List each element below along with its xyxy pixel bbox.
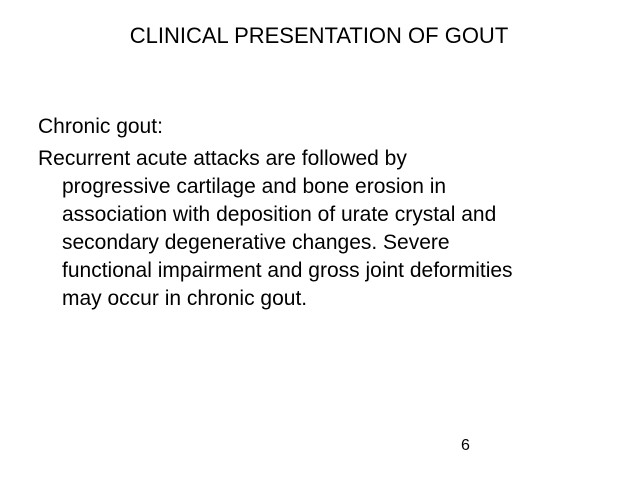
slide-title: CLINICAL PRESENTATION OF GOUT — [129, 23, 509, 48]
section-heading: Chronic gout: — [38, 115, 163, 138]
paragraph-line: Recurrent acute attacks are followed by — [38, 147, 407, 170]
paragraph-line: may occur in chronic gout. — [62, 287, 308, 310]
paragraph-line: progressive cartilage and bone erosion in — [62, 175, 447, 198]
paragraph-line: secondary degenerative changes. Severe — [62, 231, 450, 254]
paragraph-line: association with deposition of urate crystal and — [62, 203, 497, 226]
paragraph-line: functional impairment and gross joint deformities — [62, 259, 513, 282]
page-number: 6 — [461, 437, 470, 454]
body-paragraph — [38, 145, 618, 313]
slide-body — [38, 113, 618, 313]
